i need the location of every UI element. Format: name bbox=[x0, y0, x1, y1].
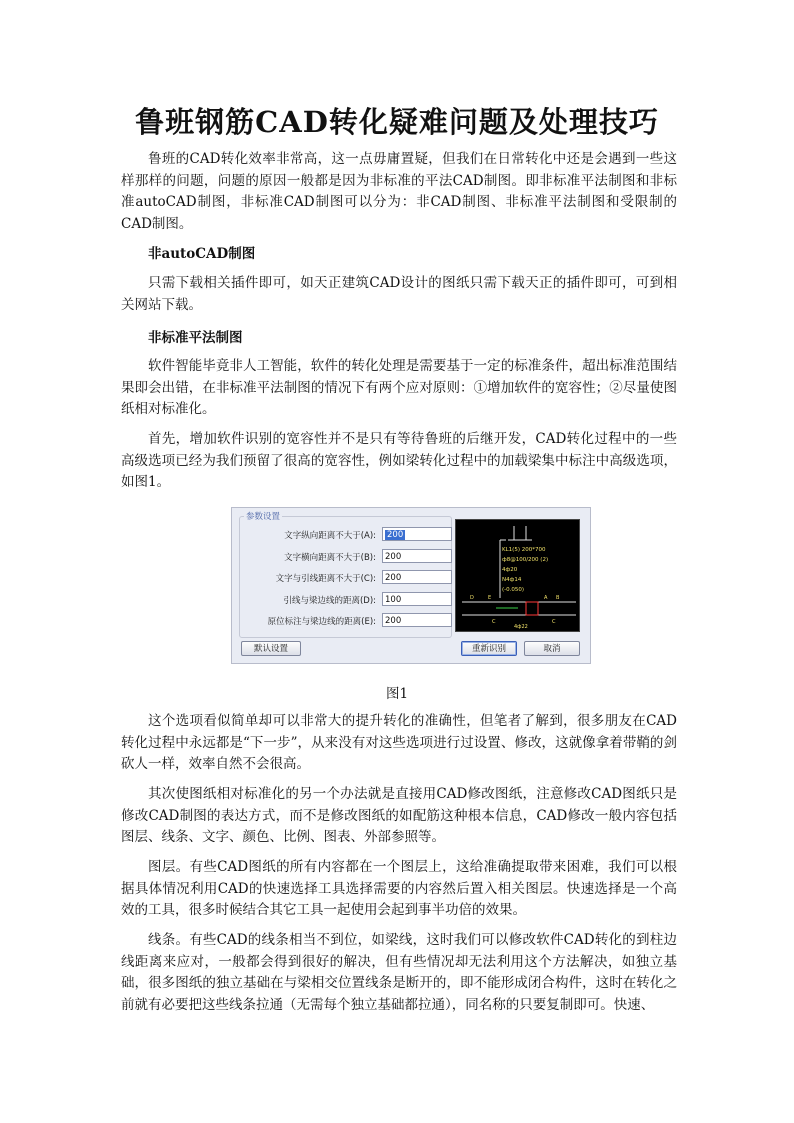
figure-caption: 图1 bbox=[385, 686, 409, 702]
parameter-dialog-figure bbox=[231, 507, 591, 664]
preview-text-line-5: (-0.050) bbox=[502, 587, 525, 593]
beam-preview-drawing bbox=[456, 520, 579, 631]
param-input-e[interactable]: 200 bbox=[382, 613, 452, 627]
tolerance-paragraph: 首先，增加软件识别的宽容性并不是只有等待鲁班的后继开发，CAD转化过程中的一些高级选项已经为我们预留了很高的宽容性，例如梁转化过程中的加载梁集中标注中高级选项，如图1。 bbox=[121, 431, 677, 491]
param-row-d bbox=[240, 592, 456, 608]
layer-paragraph: 图层。有些CAD图纸的所有内容都在一个图层上，这给准确提取带来困难，我们可以根据具体情况利用CAD的快速选择工具选择需要的内容然后置入相关图层。快速选择是一个高效的工具，很多时候结合其它工具一起使用会起到事半功倍的效果。 bbox=[121, 859, 677, 919]
default-settings-button[interactable]: 默认设置 bbox=[241, 641, 301, 656]
param-row-e bbox=[240, 613, 456, 629]
param-row-a bbox=[240, 527, 456, 543]
preview-label-a: A bbox=[544, 595, 548, 601]
page-title: 鲁班钢筋CAD转化疑难问题及处理技巧 bbox=[135, 105, 659, 139]
modify-cad-paragraph: 其次使图纸相对标准化的另一个办法就是直接用CAD修改图纸，注意修改CAD图纸只是修改CAD制图的表达方式，而不是修改图纸的如配筋这种根本信息，CAD修改一般内容包括图层、线条、文字、颜色、比例、图表、外部参照等。 bbox=[121, 786, 677, 846]
param-input-d[interactable]: 100 bbox=[382, 592, 452, 606]
intro-paragraph: 鲁班的CAD转化效率非常高，这一点毋庸置疑，但我们在日常转化中还是会遇到一些这样那样的问题，问题的原因一般都是因为非标准的平法CAD制图。即非标准平法制图和非标准autoCAD制图，非标准CAD制图可以分为：非CAD制图、非标准平法制图和受限制的CAD制图。 bbox=[121, 151, 677, 232]
preview-text-line-3: 4ф20 bbox=[502, 567, 518, 573]
reidentify-button[interactable]: 重新识别 bbox=[461, 641, 517, 656]
preview-label-c-left: C bbox=[492, 619, 496, 625]
section-heading-nonstandard: 非标准平法制图 bbox=[148, 330, 243, 346]
section-heading-non-autocad: 非autoCAD制图 bbox=[148, 246, 256, 262]
preview-text-line-4: N4ф14 bbox=[502, 577, 522, 583]
preview-label-b: B bbox=[556, 595, 560, 601]
preview-column-section bbox=[526, 602, 538, 615]
param-input-b[interactable]: 200 bbox=[382, 549, 452, 563]
param-label-c: 文字与引线距离不大于(C): bbox=[275, 574, 376, 584]
param-input-c[interactable]: 200 bbox=[382, 570, 452, 584]
parameter-group bbox=[239, 512, 452, 638]
cancel-button[interactable]: 取消 bbox=[524, 641, 580, 656]
options-paragraph: 这个选项看似简单却可以非常大的提升转化的准确性，但笔者了解到，很多朋友在CAD转化过程中永远都是“下一步”，从来没有对这些选项进行过设置、修改，这就像拿着带鞘的剑砍人一样，效率自然不会很高。 bbox=[121, 713, 677, 773]
preview-text-line-2: ф8@100/200 (2) bbox=[502, 557, 549, 563]
parameter-group-title: 参数设置 bbox=[246, 512, 281, 522]
param-row-c bbox=[240, 570, 456, 586]
param-label-e: 原位标注与梁边线的距离(E): bbox=[267, 617, 376, 627]
preview-label-e: E bbox=[488, 595, 492, 601]
param-label-a: 文字纵向距离不大于(A): bbox=[284, 531, 376, 541]
preview-dimension-text: 4ф22 bbox=[514, 624, 528, 630]
param-input-a[interactable]: 200 bbox=[382, 527, 452, 541]
param-row-b bbox=[240, 549, 456, 565]
nonstandard-paragraph: 软件智能毕竟非人工智能，软件的转化处理是需要基于一定的标准条件，超出标准范围结果即会出错，在非标准平法制图的情况下有两个应对原则：①增加软件的宽容性；②尽量使图纸相对标准化。 bbox=[121, 358, 677, 418]
preview-label-d: D bbox=[470, 595, 474, 601]
beam-annotation-preview bbox=[455, 519, 580, 632]
param-label-d: 引线与梁边线的距离(D): bbox=[283, 596, 376, 606]
param-label-b: 文字横向距离不大于(B): bbox=[284, 553, 376, 563]
line-paragraph: 线条。有些CAD的线条相当不到位，如梁线，这时我们可以修改软件CAD转化的到柱边线距离来应对，一般都会得到很好的解决，但有些情况却无法利用这个方法解决，如独立基础，很多图纸的独立基础在与梁相交位置线条是断开的，即不能形成闭合构件，这时在转化之前就有必要把这些线条拉通（无需每个独立基础都拉通），同名称的只要复制即可。快速、 bbox=[121, 932, 677, 1013]
preview-label-c-right: C bbox=[552, 619, 556, 625]
non-autocad-paragraph: 只需下载相关插件即可，如天正建筑CAD设计的图纸只需下载天正的插件即可，可到相关网站下载。 bbox=[121, 275, 677, 313]
preview-text-line-1: KL1(5) 200*700 bbox=[502, 547, 546, 553]
